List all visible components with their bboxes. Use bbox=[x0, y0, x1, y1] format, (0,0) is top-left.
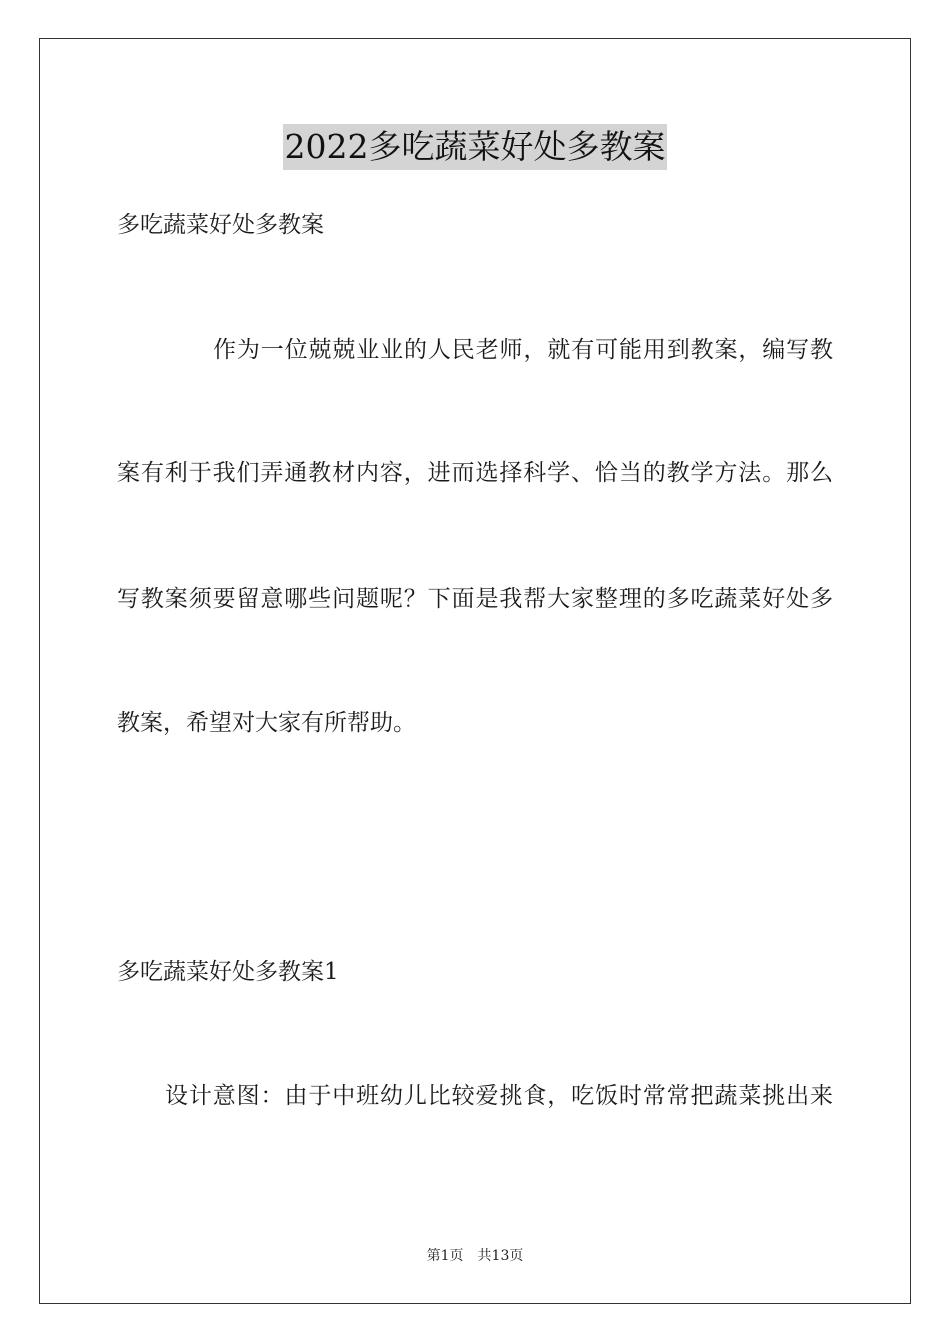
section-line-1: 设计意图：由于中班幼儿比较爱挑食，吃饭时常常把蔬菜挑出来 bbox=[165, 1083, 833, 1109]
intro-line-1: 作为一位兢兢业业的人民老师，就有可能用到教案，编写教 bbox=[213, 337, 833, 363]
intro-line-3: 写教案须要留意哪些问题呢？下面是我帮大家整理的多吃蔬菜好处多 bbox=[117, 586, 833, 612]
page-total: 共13页 bbox=[477, 1248, 524, 1264]
title-container bbox=[0, 124, 950, 170]
page-footer bbox=[0, 1246, 950, 1266]
page-number: 第1页 bbox=[426, 1248, 464, 1264]
document-title: 2022多吃蔬菜好处多教案 bbox=[283, 124, 668, 170]
intro-line-2: 案有利于我们弄通教材内容，进而选择科学、恰当的教学方法。那么 bbox=[117, 460, 833, 486]
section-heading: 多吃蔬菜好处多教案1 bbox=[117, 959, 339, 985]
intro-line-4: 教案，希望对大家有所帮助。 bbox=[117, 710, 416, 736]
document-subtitle: 多吃蔬菜好处多教案 bbox=[117, 212, 324, 238]
